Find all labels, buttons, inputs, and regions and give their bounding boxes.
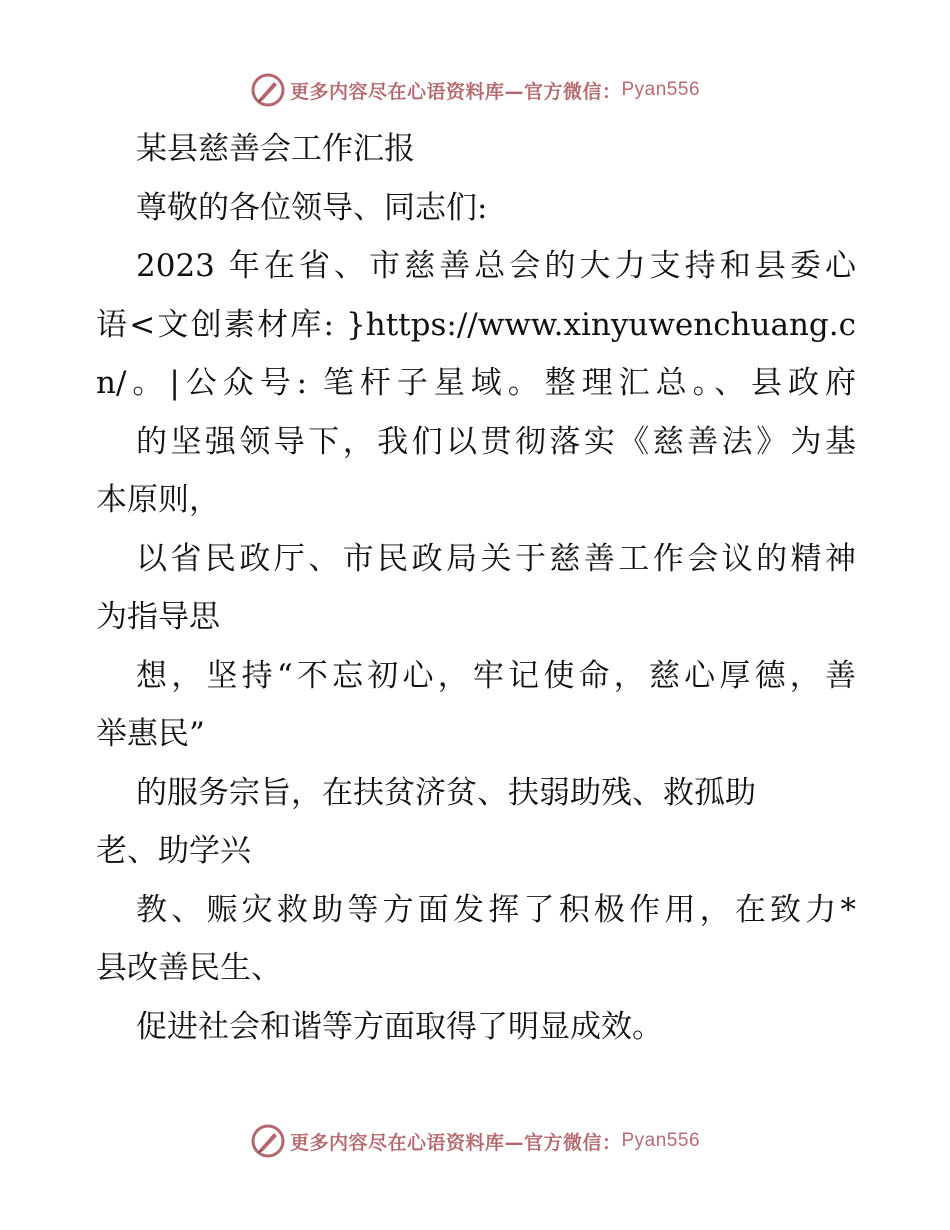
paragraph-line: 想，坚持“不忘初心，牢记使命，慈心厚德，善 (136, 657, 856, 694)
paragraph-line: 教、赈灾救助等方面发挥了积极作用，在致力* (136, 891, 856, 928)
paragraph-line: 举惠民” (96, 716, 205, 752)
paragraph-line: 促进社会和谐等方面取得了明显成效。 (136, 1008, 663, 1045)
document-body (96, 120, 856, 1056)
paragraph-line: 以省民政厅、市民政局关于慈善工作会议的精神 (136, 540, 856, 577)
paragraph-line: 本原则， (96, 482, 220, 518)
paragraph-line: n/。|公众号: 笔杆子星域。整理汇总。、县政府 (96, 365, 856, 401)
footer-watermark-banner (0, 1121, 950, 1161)
header-wechat-id: Pyan556 (621, 79, 701, 100)
header-watermark-banner (0, 70, 950, 110)
document-title: 某县慈善会工作汇报 (136, 131, 415, 167)
salutation: 尊敬的各位领导、同志们: (136, 189, 488, 226)
paragraph-line: 的坚强领导下，我们以贯彻落实《慈善法》为基 (136, 423, 856, 460)
pen-logo-icon (250, 72, 286, 108)
paragraph-line: 语<文创素材库: }https://www.xinyuwenchuang.c (96, 306, 856, 343)
paragraph-line: 为指导思 (96, 599, 220, 635)
paragraph-line: 县改善民生、 (96, 950, 282, 986)
paragraph-line: 的服务宗旨，在扶贫济贫、扶弱助残、救孤助 (136, 774, 756, 811)
footer-wechat-id: Pyan556 (621, 1130, 701, 1151)
paragraph-line: 老、助学兴 (96, 833, 251, 869)
footer-banner-text: 更多内容尽在心语资料库—官方微信： (289, 1131, 622, 1154)
pen-logo-icon (250, 1123, 286, 1159)
header-banner-text: 更多内容尽在心语资料库—官方微信： (289, 80, 622, 103)
paragraph-line: 2023 年在省、市慈善总会的大力支持和县委心 (136, 248, 856, 284)
